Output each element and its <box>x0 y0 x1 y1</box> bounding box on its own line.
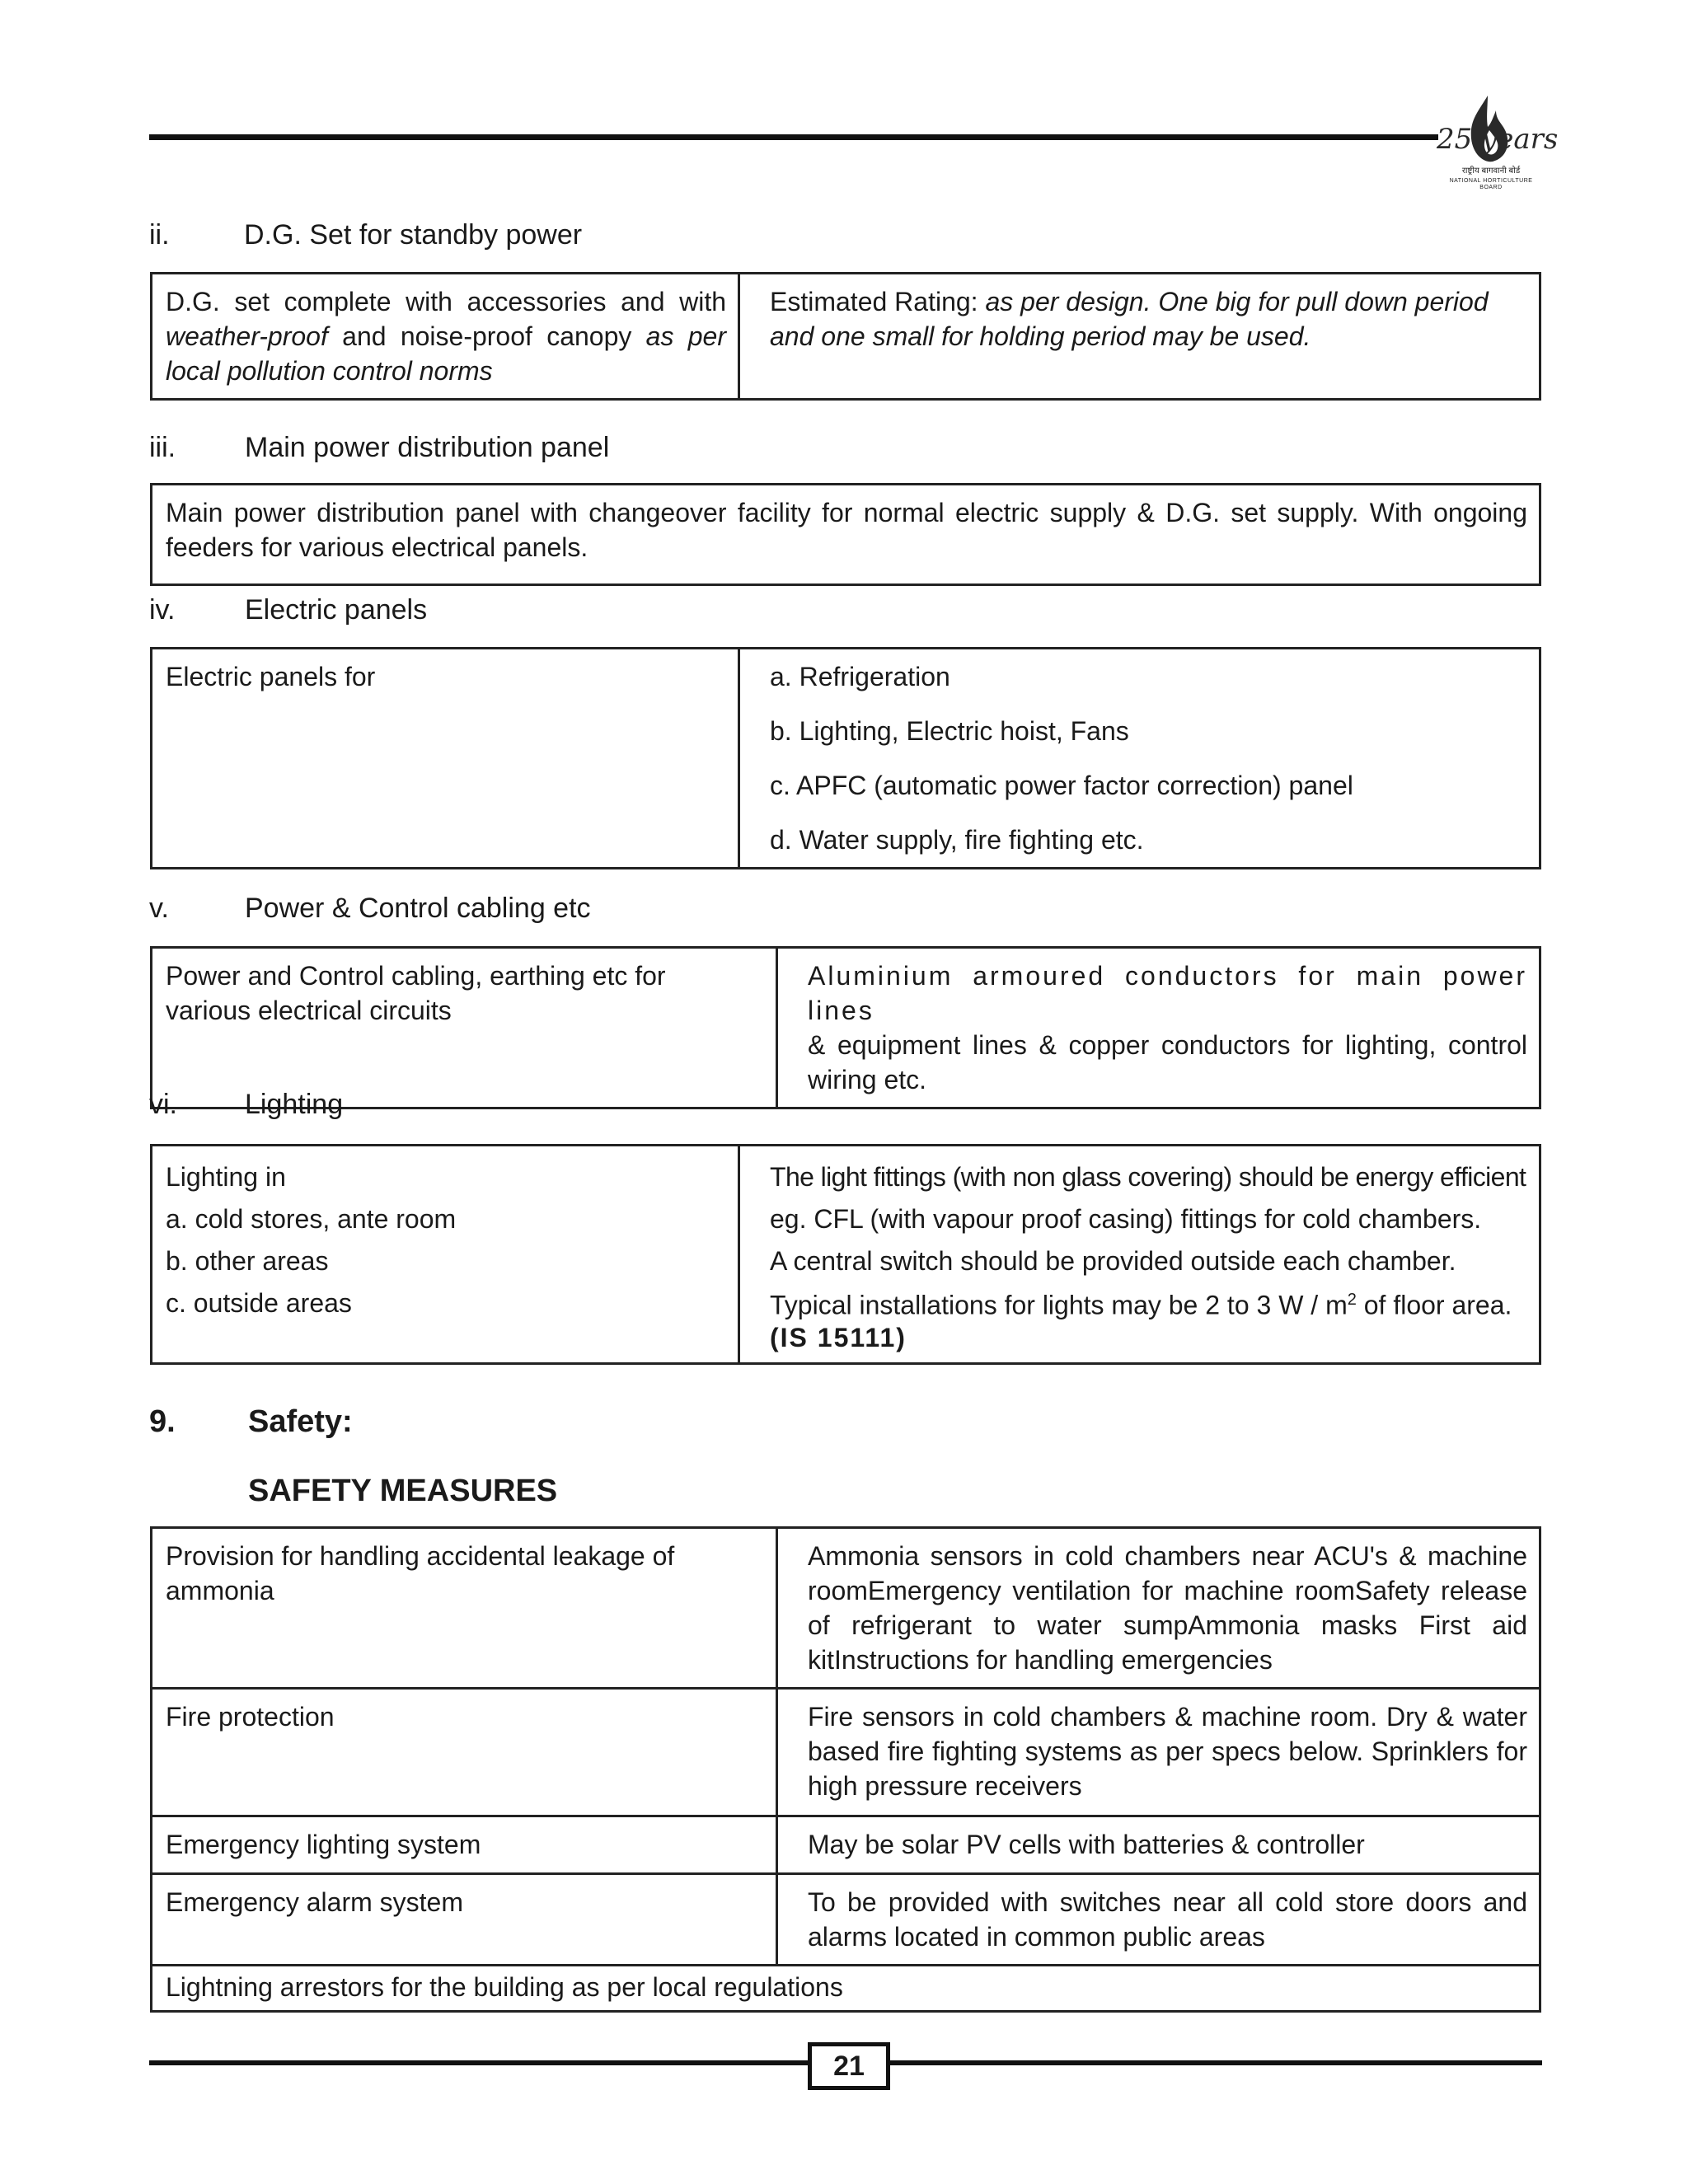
dg-set-table <box>150 272 1541 401</box>
svg-text:25 years: 25 years <box>1437 123 1559 156</box>
section-title: Power & Control cabling etc <box>245 893 591 924</box>
lighting-left-cell: Lighting in a. cold stores, ante room b. other areas c. outside areas <box>152 1146 739 1364</box>
section-number: vi. <box>149 1089 177 1120</box>
safety-left-cell: Emergency alarm system <box>152 1874 777 1966</box>
safety-right-cell: May be solar PV cells with batteries & controller <box>777 1816 1540 1874</box>
dg-set-right-cell: Estimated Rating: as per design. One big for pull down period and one small for holding period may be used. <box>739 274 1540 400</box>
list-item: b. Lighting, Electric hoist, Fans <box>770 716 1129 746</box>
section-number: ii. <box>149 219 170 251</box>
lighting-table <box>150 1144 1541 1365</box>
cabling-left-cell: Power and Control cabling, earthing etc for various electrical circuits <box>152 948 777 1108</box>
lighting-right-cell: The light fittings (with non glass covering) should be energy efficient eg. CFL (with vapour proof casing) fittings for cold chambers. A central switch should be provided outside each chamber. Typical installations for lights may be 2 to 3 W / $m^2$ of floor area. (IS 15111) <box>739 1146 1540 1364</box>
cabling-table <box>150 946 1541 1109</box>
electric-panels-table <box>150 647 1541 869</box>
dg-set-left-cell: D.G. set complete with accessories and with weather-proof and noise-proof canopy as per local pollution control norms <box>152 274 739 400</box>
section-number: iv. <box>149 594 176 626</box>
cabling-right-cell: Aluminium armoured conductors for main power lines & equipment lines & copper conductors for lighting, control wiring etc. <box>777 948 1540 1108</box>
section-title: Safety: <box>248 1404 353 1439</box>
nhb-25-years-logo <box>1430 91 1559 190</box>
list-item: a. Refrigeration <box>770 662 950 691</box>
safety-table <box>150 1526 1541 2013</box>
section-title: Main power distribution panel <box>245 432 610 463</box>
logo-org-english: NATIONAL HORTICULTURE BOARD <box>1449 178 1533 190</box>
section-title: Lighting <box>245 1089 344 1120</box>
list-item: d. Water supply, fire fighting etc. <box>770 825 1144 855</box>
logo-org-hindi: राष्ट्रीय बागवानी बोर्ड <box>1461 166 1521 176</box>
flame-logo-icon <box>1430 91 1559 166</box>
safety-left-cell: Fire protection <box>152 1689 777 1816</box>
safety-left-cell: Provision for handling accidental leakage of ammonia <box>152 1528 777 1689</box>
safety-right-cell: To be provided with switches near all cold store doors and alarms located in common public areas <box>777 1874 1540 1966</box>
section-number: v. <box>149 893 169 924</box>
page-number: 21 <box>808 2042 890 2090</box>
main-panel-table <box>150 483 1541 586</box>
section-title: Electric panels <box>245 594 428 626</box>
list-item: c. APFC (automatic power factor correction) panel <box>770 771 1353 800</box>
electric-panels-left-cell: Electric panels for <box>152 649 739 869</box>
safety-measures-title: SAFETY MEASURES <box>248 1474 558 1508</box>
safety-left-cell: Emergency lighting system <box>152 1816 777 1874</box>
header-rule <box>149 134 1438 140</box>
main-panel-cell: Main power distribution panel with changeover facility for normal electric supply & D.G. set supply. With ongoing feeders for various electrical panels. <box>152 485 1540 585</box>
electric-panels-right-cell <box>739 649 1540 869</box>
safety-right-cell: Fire sensors in cold chambers & machine room. Dry & water based fire fighting systems as per specs below. Sprinklers for high pressure receivers <box>777 1689 1540 1816</box>
safety-right-cell: Ammonia sensors in cold chambers near ACU's & machine roomEmergency ventilation for machine roomSafety release of refrigerant to water sumpAmmonia masks First aid kitInstructions for handling emergencies <box>777 1528 1540 1689</box>
section-number: iii. <box>149 432 176 463</box>
section-title: D.G. Set for standby power <box>244 219 583 251</box>
safety-full-row: Lightning arrestors for the building as per local regulations <box>152 1966 1540 2012</box>
section-number: 9. <box>149 1404 176 1439</box>
